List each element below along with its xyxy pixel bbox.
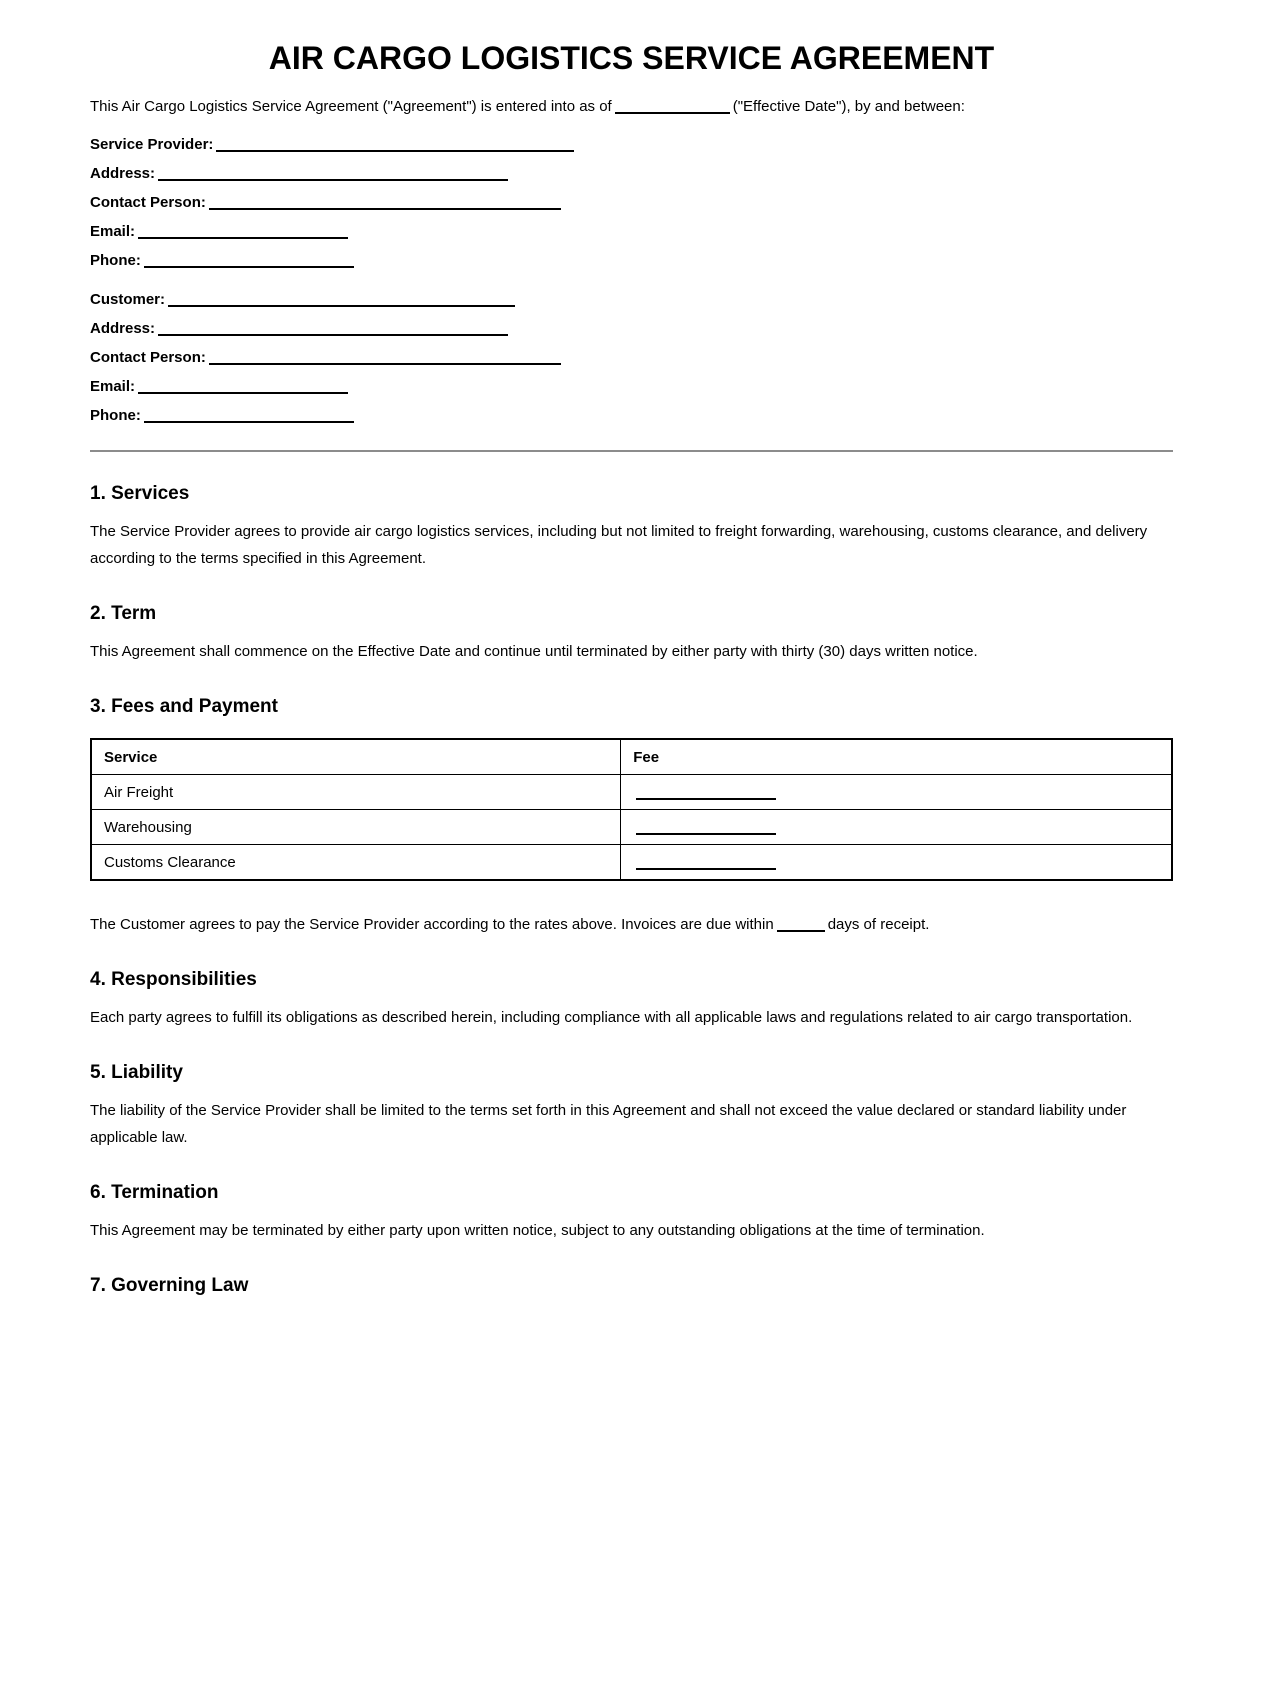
intro-text-before: This Air Cargo Logistics Service Agreement ("Agreement") is entered into as of bbox=[90, 98, 612, 115]
service-cell: Air Freight bbox=[91, 775, 621, 810]
provider-contact-person-label: Contact Person: bbox=[90, 194, 206, 211]
fee-cell bbox=[621, 845, 1172, 881]
customer-block bbox=[90, 289, 1173, 434]
fee-blank bbox=[636, 821, 776, 835]
field-customer-email bbox=[90, 376, 1173, 405]
provider-email-label: Email: bbox=[90, 223, 136, 240]
fees-note-after: days of receipt. bbox=[827, 916, 930, 933]
customer-phone-blank bbox=[144, 409, 354, 423]
fees-table bbox=[90, 738, 1173, 881]
field-provider-phone bbox=[90, 250, 1173, 279]
responsibilities-paragraph: Each party agrees to fulfill its obligations as described herein, including compliance with all applicable laws and regulations related to air cargo transportation. bbox=[90, 1009, 1133, 1026]
service-cell: Customs Clearance bbox=[91, 845, 621, 881]
customer-address-label: Address: bbox=[90, 320, 156, 337]
effective-date-blank bbox=[615, 100, 730, 114]
document-content bbox=[0, 40, 1263, 1297]
heading-governing-law: 7. Governing Law bbox=[90, 1275, 249, 1296]
heading-term: 2. Term bbox=[90, 603, 157, 624]
table-row bbox=[91, 810, 1172, 845]
section-divider bbox=[90, 450, 1173, 452]
fee-cell bbox=[621, 810, 1172, 845]
field-provider-address bbox=[90, 163, 1173, 192]
heading-responsibilities: 4. Responsibilities bbox=[90, 969, 257, 990]
service-provider-label: Service Provider: bbox=[90, 136, 214, 153]
heading-termination: 6. Termination bbox=[90, 1182, 219, 1203]
customer-phone-label: Phone: bbox=[90, 407, 141, 424]
fee-blank bbox=[636, 786, 776, 800]
fee-blank bbox=[636, 856, 776, 870]
customer-contact-person-label: Contact Person: bbox=[90, 349, 206, 366]
intro-text-after: ("Effective Date"), by and between: bbox=[732, 98, 965, 115]
fees-note-paragraph bbox=[90, 911, 1173, 938]
term-paragraph: This Agreement shall commence on the Effective Date and continue until terminated by either party with thirty (30) days written notice. bbox=[90, 643, 978, 660]
services-paragraph: The Service Provider agrees to provide air cargo logistics services, including but not limited to freight forwarding, warehousing, customs clearance, and delivery according to the terms specified in this Agreement. bbox=[90, 523, 1148, 567]
heading-liability: 5. Liability bbox=[90, 1062, 183, 1083]
fees-table-header-row bbox=[91, 739, 1172, 775]
field-provider-contact-person bbox=[90, 192, 1173, 221]
table-row bbox=[91, 845, 1172, 881]
provider-email-blank bbox=[138, 225, 348, 239]
customer-email-blank bbox=[138, 380, 348, 394]
termination-paragraph: This Agreement may be terminated by either party upon written notice, subject to any outstanding obligations at the time of termination. bbox=[90, 1222, 985, 1239]
provider-contact-person-blank bbox=[209, 196, 561, 210]
field-customer-contact-person bbox=[90, 347, 1173, 376]
customer-blank bbox=[168, 293, 515, 307]
fees-table-header-service: Service bbox=[91, 739, 621, 775]
provider-address-label: Address: bbox=[90, 165, 156, 182]
fees-table-header-fee: Fee bbox=[621, 739, 1172, 775]
provider-phone-blank bbox=[144, 254, 354, 268]
days-blank bbox=[777, 918, 825, 932]
customer-label: Customer: bbox=[90, 291, 166, 308]
heading-services: 1. Services bbox=[90, 483, 190, 504]
provider-address-blank bbox=[158, 167, 508, 181]
customer-contact-person-blank bbox=[209, 351, 561, 365]
field-customer bbox=[90, 289, 1173, 318]
service-provider-block bbox=[90, 134, 1173, 279]
service-provider-blank bbox=[216, 138, 574, 152]
field-customer-phone bbox=[90, 405, 1173, 434]
liability-paragraph: The liability of the Service Provider shall be limited to the terms set forth in this Agreement and shall not exceed the value declared or standard liability under applicable law. bbox=[90, 1102, 1127, 1146]
fees-note-before: The Customer agrees to pay the Service Provider according to the rates above. Invoices are due within bbox=[90, 916, 774, 933]
heading-fees-and-payment: 3. Fees and Payment bbox=[90, 696, 278, 717]
customer-address-blank bbox=[158, 322, 508, 336]
fee-cell bbox=[621, 775, 1172, 810]
field-customer-address bbox=[90, 318, 1173, 347]
customer-email-label: Email: bbox=[90, 378, 136, 395]
field-provider-email bbox=[90, 221, 1173, 250]
service-cell: Warehousing bbox=[91, 810, 621, 845]
provider-phone-label: Phone: bbox=[90, 252, 141, 269]
intro-paragraph bbox=[90, 93, 1173, 120]
page-title: AIR CARGO LOGISTICS SERVICE AGREEMENT bbox=[268, 40, 995, 76]
table-row bbox=[91, 775, 1172, 810]
field-service-provider bbox=[90, 134, 1173, 163]
